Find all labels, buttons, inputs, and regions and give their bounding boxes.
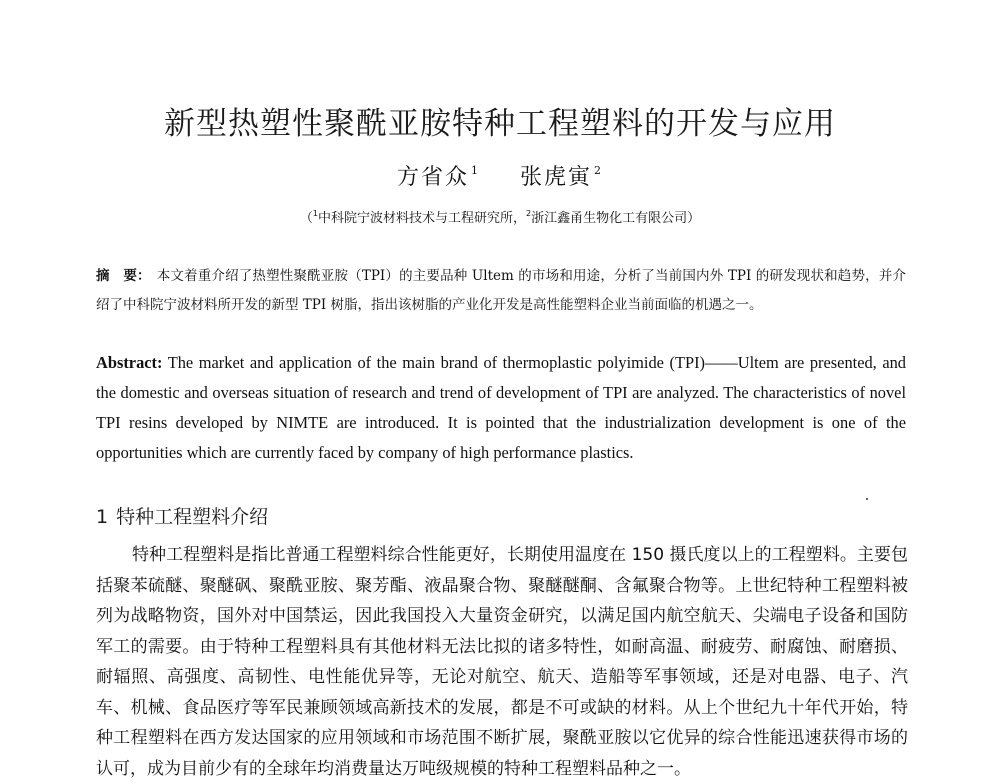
affiliation-mark: 2 [526, 209, 532, 218]
body-paragraph: 特种工程塑料是指比普通工程塑料综合性能更好，长期使用温度在 150 摄氏度以上的工程塑料。主要包括聚苯硫醚、聚醚砜、聚酰亚胺、聚芳酯、液晶聚合物、聚醚醚酮、含氟聚合物等。上世纪特种工程塑料被列为战略物资，国外对中国禁运，因此我国投入大量资金研究，以满足国内航空航天、尖端电子设备和国防军工的需要。由于特种工程塑料具有其他材料无法比拟的诸多特性，如耐高温、耐疲劳、耐腐蚀、耐磨损、耐辐照、高强度、高韧性、电性能优异等，无论对航空、航天、造船等军事领域，还是对电器、电子、汽车、机械、食品医疗等军民兼顾领域高新技术的发展，都是不可或缺的材料。从上个世纪九十年代开始，特种工程塑料在西方发达国家的应用领域和市场范围不断扩展，聚酰亚胺以它优异的综合性能迅速获得市场的认可，成为目前少有的全球年均消费量达万吨级规模的特种工程塑料品种之一。 [96, 545, 908, 779]
english-abstract [96, 348, 906, 468]
author-affiliation-mark: 1 [471, 164, 480, 177]
english-abstract-label: Abstract: [96, 353, 163, 372]
section-title: 特种工程塑料介绍 [116, 506, 269, 528]
affiliation-open-paren: （ [299, 211, 313, 226]
chinese-abstract [96, 262, 906, 320]
author-name: 方省众 [396, 165, 469, 190]
paper-title: 新型热塑性聚酰亚胺特种工程塑料的开发与应用 [164, 106, 836, 142]
author-name: 张虎寅 [520, 165, 593, 190]
affiliation-institute: 中科院宁波材料技术与工程研究所， [317, 211, 526, 226]
author-affiliation-mark: 2 [594, 164, 604, 177]
english-abstract-text: The market and application of the main brand of thermoplastic polyimide (TPI)——Ultem are presented, and the domestic and overseas situation of research and trend of development of TPI are analyzed. The characteristics of novel TPI resins developed by NIMTE are introduced. It is pointed that the industrialization development is one of the opportunities which are currently faced by company of high performance plastics. [96, 353, 906, 462]
author-list [0, 160, 1000, 191]
chinese-abstract-text: 本文着重介绍了热塑性聚酰亚胺（TPI）的主要品种 Ultem 的市场和用途，分析了当前国内外 TPI 的研发现状和趋势，并介绍了中科院宁波材料所开发的新型 TPI 树脂，指出该树脂的产业化开发是高性能塑料企业当前面临的机遇之一。 [96, 268, 907, 313]
affiliations [0, 207, 1000, 226]
section-heading [96, 502, 268, 529]
scan-speck [866, 498, 868, 500]
affiliation-company: 浙江鑫甬生物化工有限公司） [531, 211, 701, 226]
affiliation-mark: 1 [312, 209, 318, 218]
chinese-abstract-label: 摘 要： [96, 268, 151, 284]
section-number: 1 [96, 506, 109, 528]
